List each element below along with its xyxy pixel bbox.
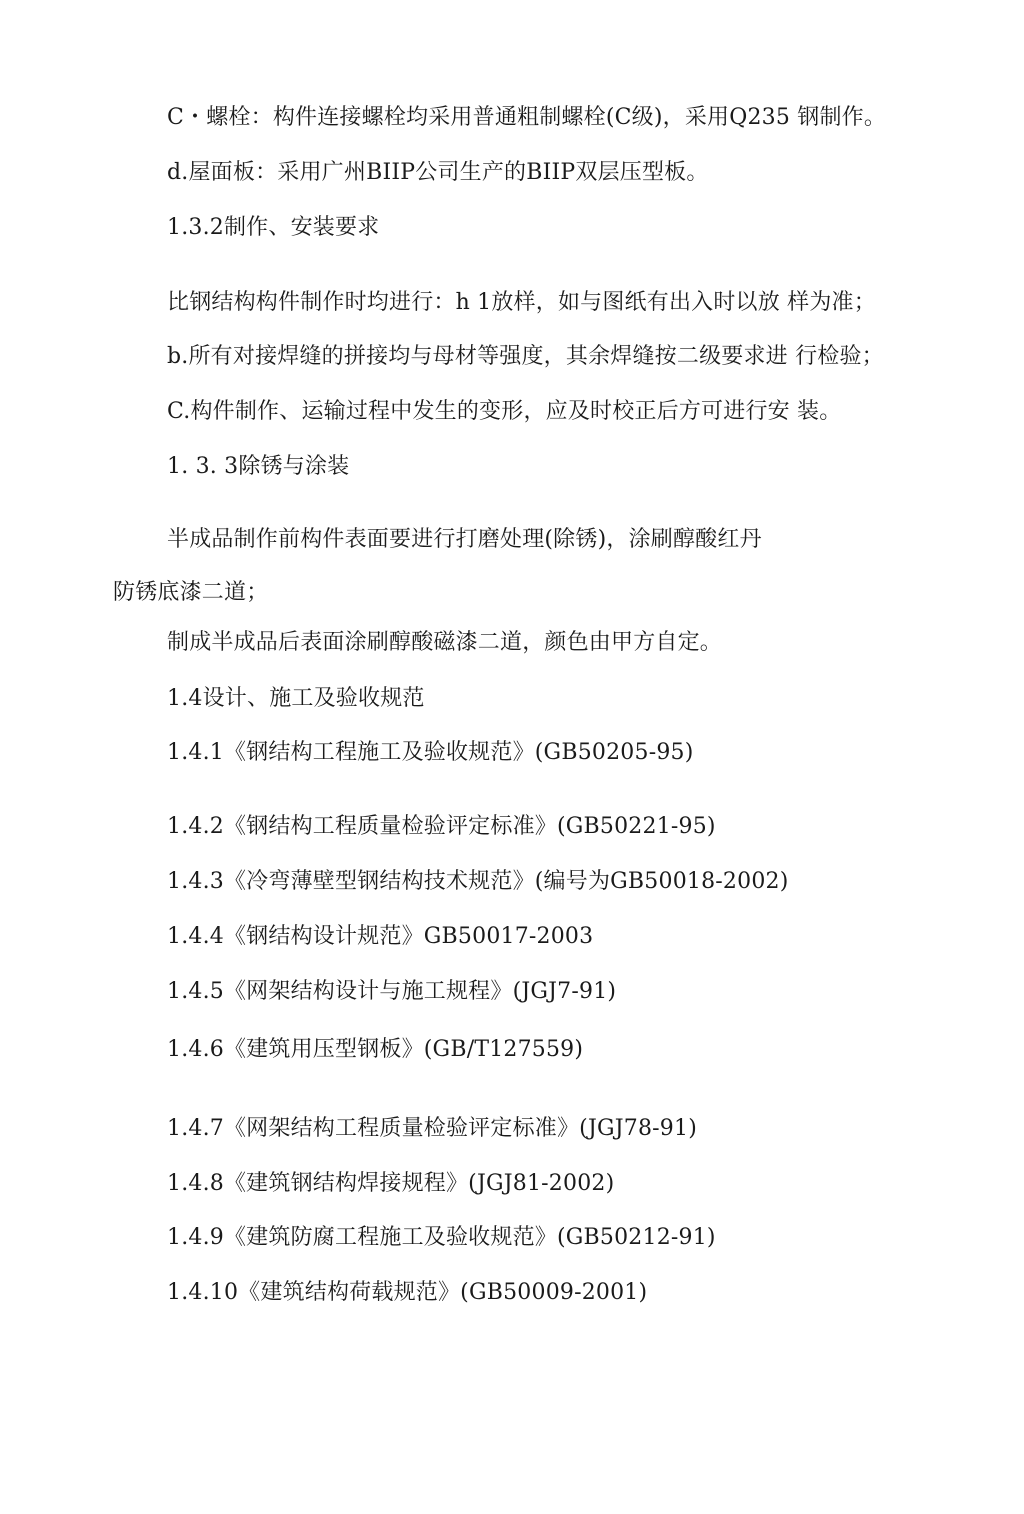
- standard-item-1-4-7: 1.4.7《网架结构工程质量检验评定标准》(JGJ78-91): [167, 1116, 697, 1141]
- text-line-bolts: C・螺栓：构件连接螺栓均采用普通粗制螺栓(C级)，采用Q235 钢制作。: [167, 105, 887, 130]
- standard-item-1-4-3: 1.4.3《冷弯薄壁型钢结构技术规范》(编号为GB50018-2002): [167, 869, 789, 894]
- section-heading-1-3-3: 1. 3. 3除锈与涂装: [167, 454, 350, 479]
- standard-item-1-4-2: 1.4.2《钢结构工程质量检验评定标准》(GB50221-95): [167, 814, 716, 839]
- text-line-lofting: 比钢结构构件制作时均进行：h 1放样，如与图纸有出入时以放 样为准；: [167, 290, 876, 315]
- standard-item-1-4-10: 1.4.10《建筑结构荷载规范》(GB50009-2001): [167, 1280, 648, 1305]
- standard-item-1-4-6: 1.4.6《建筑用压型钢板》(GB/T127559): [167, 1037, 584, 1062]
- text-line-roof-panel: d.屋面板：采用广州BIIP公司生产的BIIP双层压型板。: [167, 160, 709, 185]
- section-heading-1-3-2: 1.3.2制作、安装要求: [167, 215, 380, 240]
- text-line-primer-continued: 防锈底漆二道；: [113, 580, 269, 605]
- standard-item-1-4-5: 1.4.5《网架结构设计与施工规程》(JGJ7-91): [167, 979, 617, 1004]
- text-line-finish-coat: 制成半成品后表面涂刷醇酸磁漆二道，颜色由甲方自定。: [167, 630, 723, 655]
- section-heading-1-4: 1.4设计、施工及验收规范: [167, 686, 425, 711]
- standard-item-1-4-9: 1.4.9《建筑防腐工程施工及验收规范》(GB50212-91): [167, 1225, 716, 1250]
- text-line-welds: b.所有对接焊缝的拼接均与母材等强度，其余焊缝按二级要求进 行检验；: [167, 344, 884, 369]
- standard-item-1-4-8: 1.4.8《建筑钢结构焊接规程》(JGJ81-2002): [167, 1171, 615, 1196]
- text-line-primer: 半成品制作前构件表面要进行打磨处理(除锈)，涂刷醇酸红丹: [167, 527, 762, 552]
- standard-item-1-4-1: 1.4.1《钢结构工程施工及验收规范》(GB50205-95): [167, 740, 694, 765]
- standard-item-1-4-4: 1.4.4《钢结构设计规范》GB50017-2003: [167, 924, 594, 949]
- text-line-deformation: C.构件制作、运输过程中发生的变形，应及时校正后方可进行安 装。: [167, 399, 842, 424]
